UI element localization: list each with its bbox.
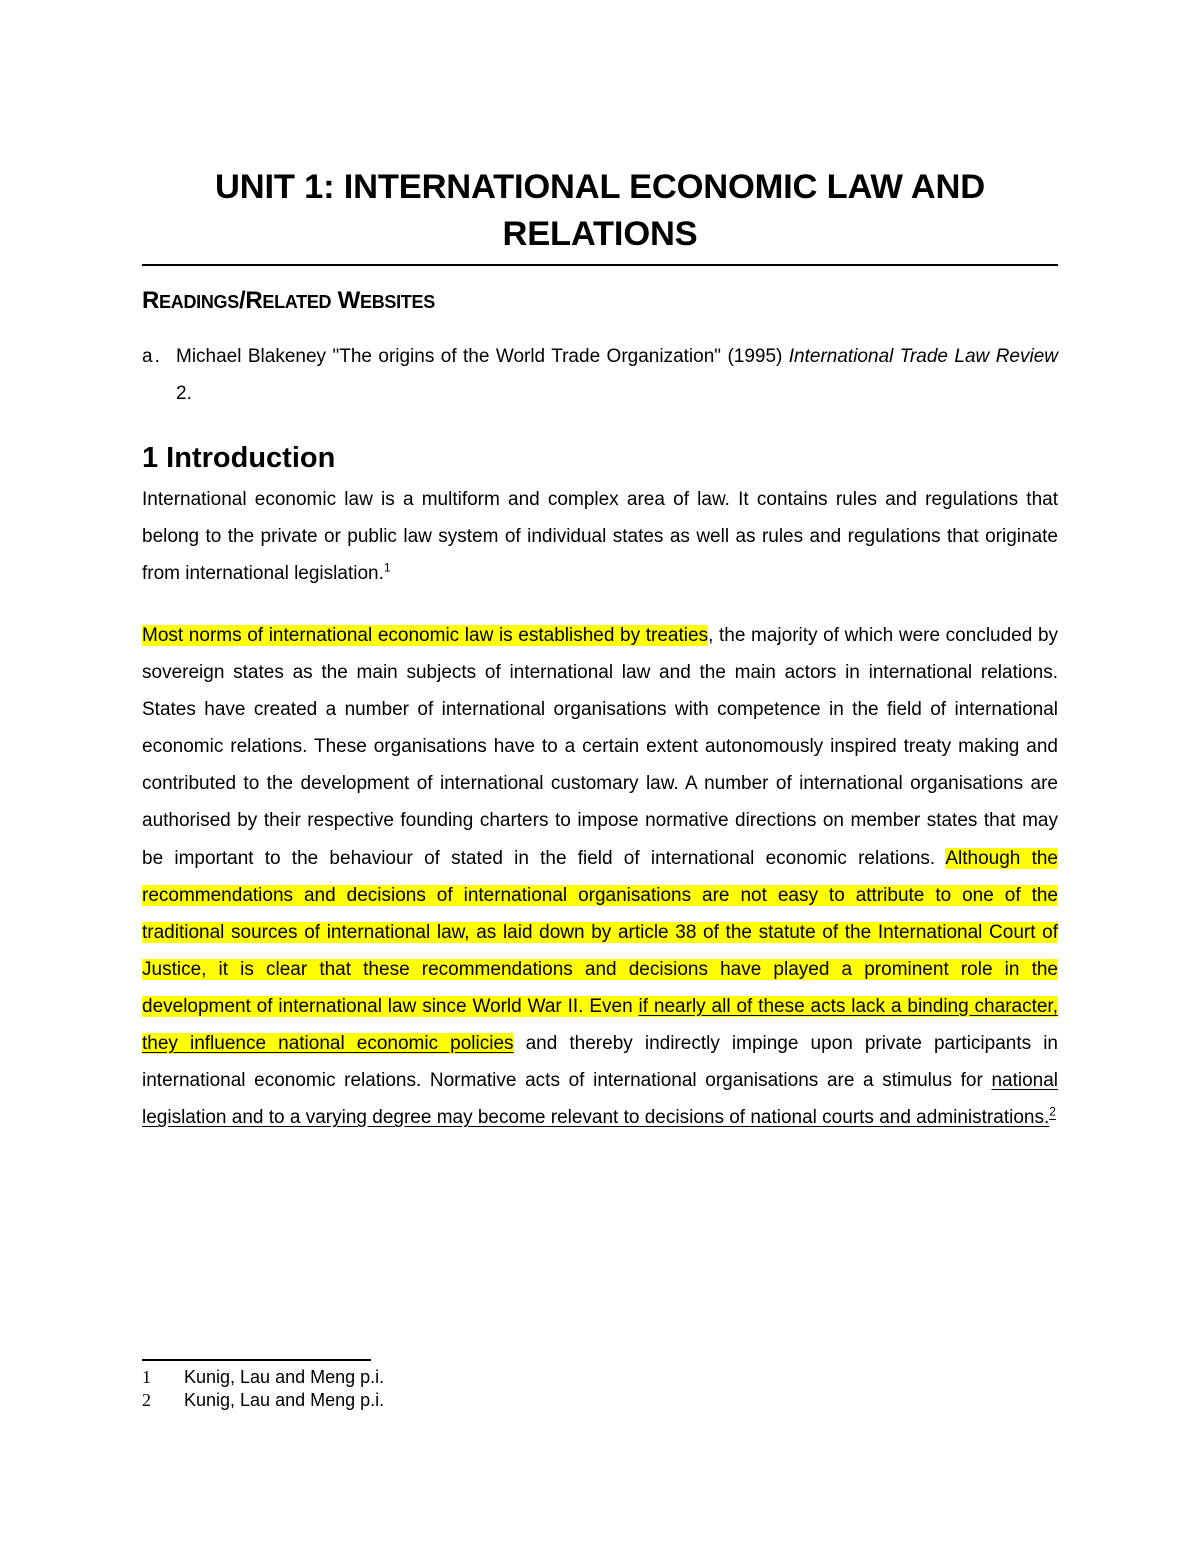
- readings-heading-part: W: [337, 287, 360, 314]
- reading-list-item: [142, 338, 1058, 412]
- footnote-text: Kunig, Lau and Meng p.i.: [184, 1390, 385, 1410]
- readings-heading-part: /: [238, 287, 246, 314]
- underlined-text: national legislation and to a varying degree may become relevant to decisions of national courts and administrations.: [142, 1070, 1058, 1129]
- title-block: [142, 164, 1058, 266]
- readings-heading-part: EADINGS: [159, 292, 239, 312]
- readings-heading: [142, 285, 435, 318]
- unit-title: [142, 164, 1058, 258]
- footnote-number: 1: [142, 1367, 151, 1387]
- intro-paragraph-2: [142, 617, 1058, 1136]
- reading-citation-end: 2.: [176, 383, 192, 404]
- unit-title-line-1: UNIT 1: INTERNATIONAL ECONOMIC LAW AND: [215, 168, 985, 206]
- reading-citation-text: Michael Blakeney "The origins of the World Trade Organization" (1995): [176, 346, 789, 367]
- highlighted-underlined-text: if nearly all of these acts lack a binding character, they influence national economic policies: [142, 995, 1058, 1055]
- readings-heading-part: R: [245, 287, 263, 314]
- paragraph-text: International economic law is a multiform and complex area of law. It contains rules and regulations that belong to the private or public law system of individual states as well as rules and regulations that originate from international legislation.: [142, 489, 1058, 585]
- highlighted-text: Most norms of international economic law is established by treaties: [142, 625, 709, 646]
- readings-heading-part: R: [142, 287, 160, 314]
- footnote-text: Kunig, Lau and Meng p.i.: [184, 1367, 385, 1387]
- reading-list-marker: a.: [142, 346, 162, 367]
- section-heading: 1 Introduction: [142, 442, 336, 474]
- paragraph-text: , the majority of which were concluded by sovereign states as the main subjects of international law and the main actors in international relations. States have created a number of international organisations with competence in the field of international economic relations. These organisations have to a certain extent autonomously inspired treaty making and contributed to the development of international customary law. A number of international organisations are authorised by their respective founding charters to impose normative directions on member states that may be important to the behaviour of stated in the field of international economic relations.: [142, 625, 1059, 869]
- readings-heading-part: ELATED: [262, 292, 332, 312]
- footnote: [142, 1366, 742, 1389]
- reading-citation: [176, 338, 1058, 412]
- unit-title-line-2: RELATIONS: [502, 215, 698, 253]
- footnotes: [142, 1366, 742, 1412]
- reading-journal-title: International Trade Law Review: [788, 346, 1058, 367]
- footnote-number: 2: [142, 1390, 151, 1410]
- footnote-reference[interactable]: 2: [1049, 1104, 1056, 1119]
- footnote: [142, 1389, 742, 1412]
- paragraph-text: and thereby indirectly impinge upon private participants in international economic relations. Normative acts of international organisations are a stimulus for: [142, 1033, 1058, 1092]
- readings-heading-part: EBSITES: [360, 292, 435, 312]
- footnote-reference[interactable]: 1: [383, 560, 391, 575]
- intro-paragraph-1: [142, 481, 1058, 592]
- footnote-separator: [142, 1359, 371, 1361]
- highlighted-text: Although the recommendations and decisions of international organisations are not easy to attribute to one of the traditional sources of international law, as laid down by article 38 of the statute of the International Court of Justice, it is clear that these recommendations and decisions have played a prominent role in the development of international law since World War II. Even: [142, 847, 1058, 1017]
